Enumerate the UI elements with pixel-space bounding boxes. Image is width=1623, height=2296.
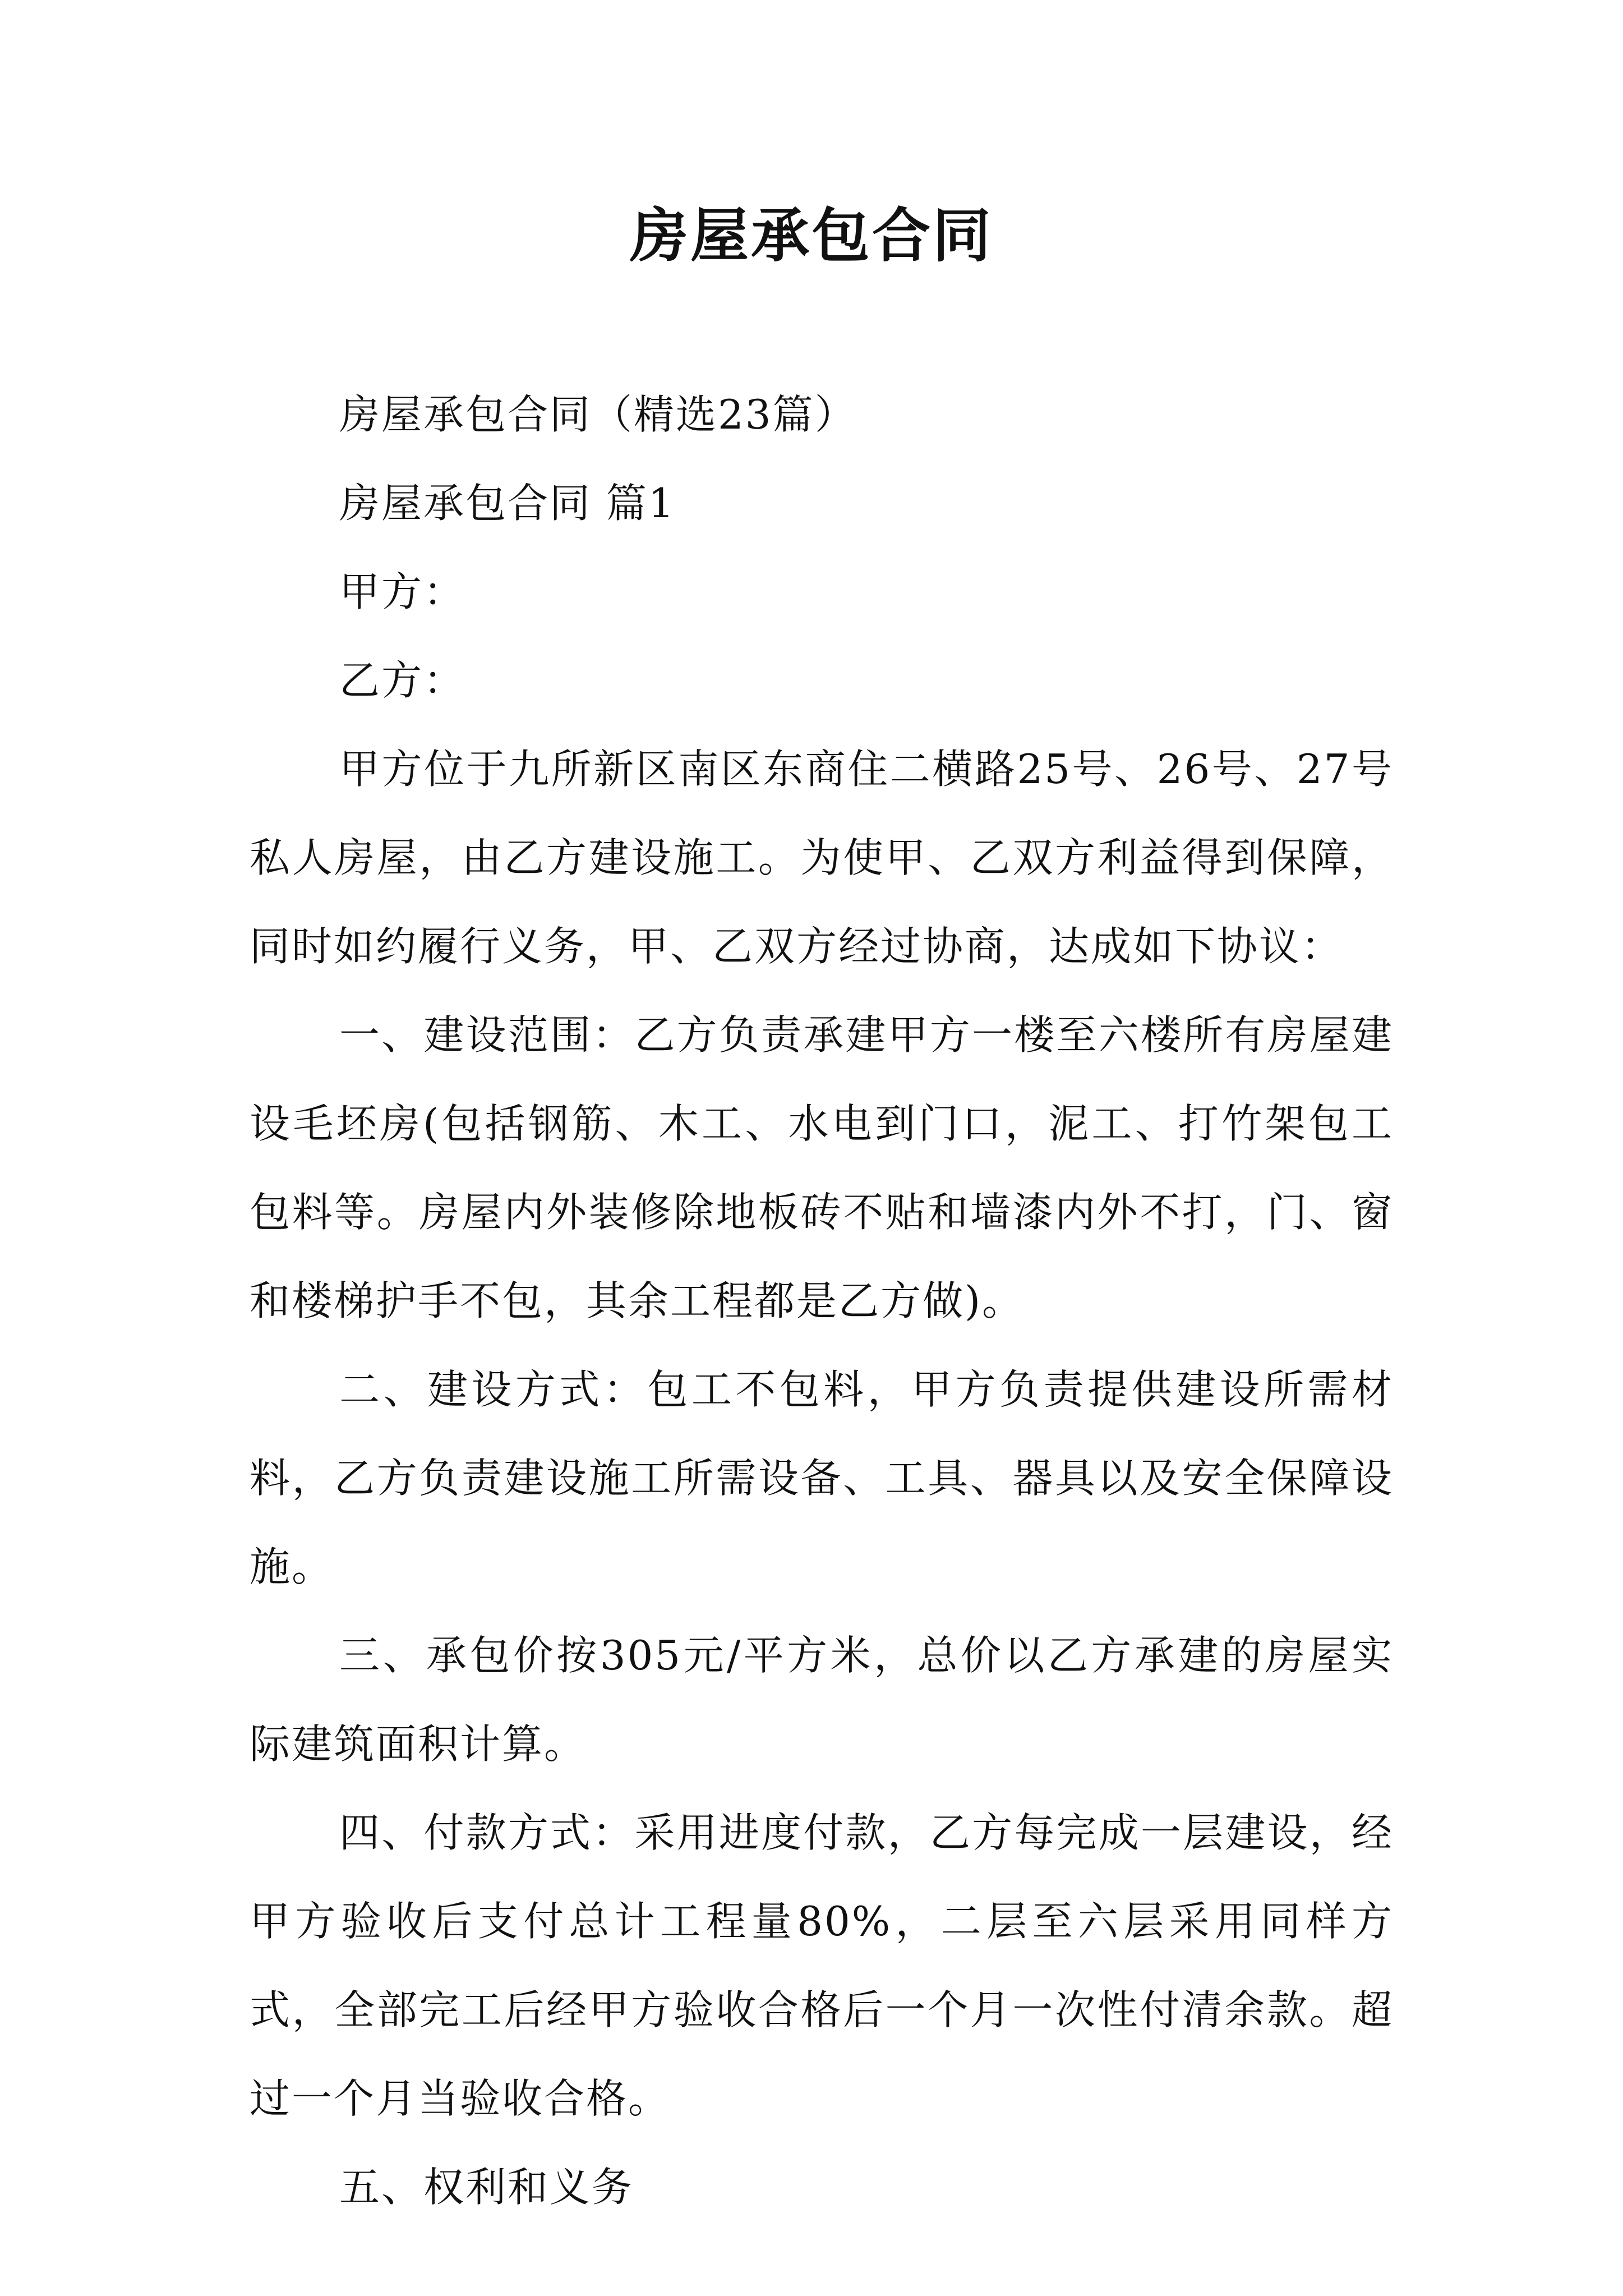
party-b-line: 乙方： bbox=[339, 657, 466, 704]
clause-rights-heading: 五、权利和义务 bbox=[339, 2164, 634, 2211]
clause-method: 二、建设方式：包工不包料，甲方负责提供建设所需材料，乙方负责建设施工所需设备、工具、器具以及安全保障设施。 bbox=[250, 1366, 1394, 1590]
document-body bbox=[250, 370, 1394, 2231]
clause-payment: 四、付款方式：采用进度付款，乙方每完成一层建设，经甲方验收后支付总计工程量80%，二层至六层采用同样方式，全部完工后经甲方验收合格后一个月一次性付清余款。超过一个月当验收合格。 bbox=[250, 1809, 1394, 2122]
clause-scope: 一、建设范围：乙方负责承建甲方一楼至六楼所有房屋建设毛坯房(包括钢筋、木工、水电到门口，泥工、打竹架包工包料等。房屋内外装修除地板砖不贴和墙漆内外不打，门、窗和楼梯护手不包，其余工程都是乙方做)。 bbox=[250, 1011, 1394, 1324]
collection-heading: 房屋承包合同（精选23篇） bbox=[339, 391, 857, 438]
section-heading: 房屋承包合同 篇1 bbox=[339, 480, 676, 527]
clause-price: 三、承包价按305元/平方米，总价以乙方承建的房屋实际建筑面积计算。 bbox=[250, 1632, 1394, 1768]
party-a-line: 甲方： bbox=[339, 568, 466, 615]
preamble-paragraph: 甲方位于九所新区南区东商住二横路25号、26号、27号私人房屋，由乙方建设施工。为使甲、乙双方利益得到保障，同时如约履行义务，甲、乙双方经过协商，达成如下协议： bbox=[250, 746, 1394, 970]
document-title: 房屋承包合同 bbox=[629, 201, 993, 270]
